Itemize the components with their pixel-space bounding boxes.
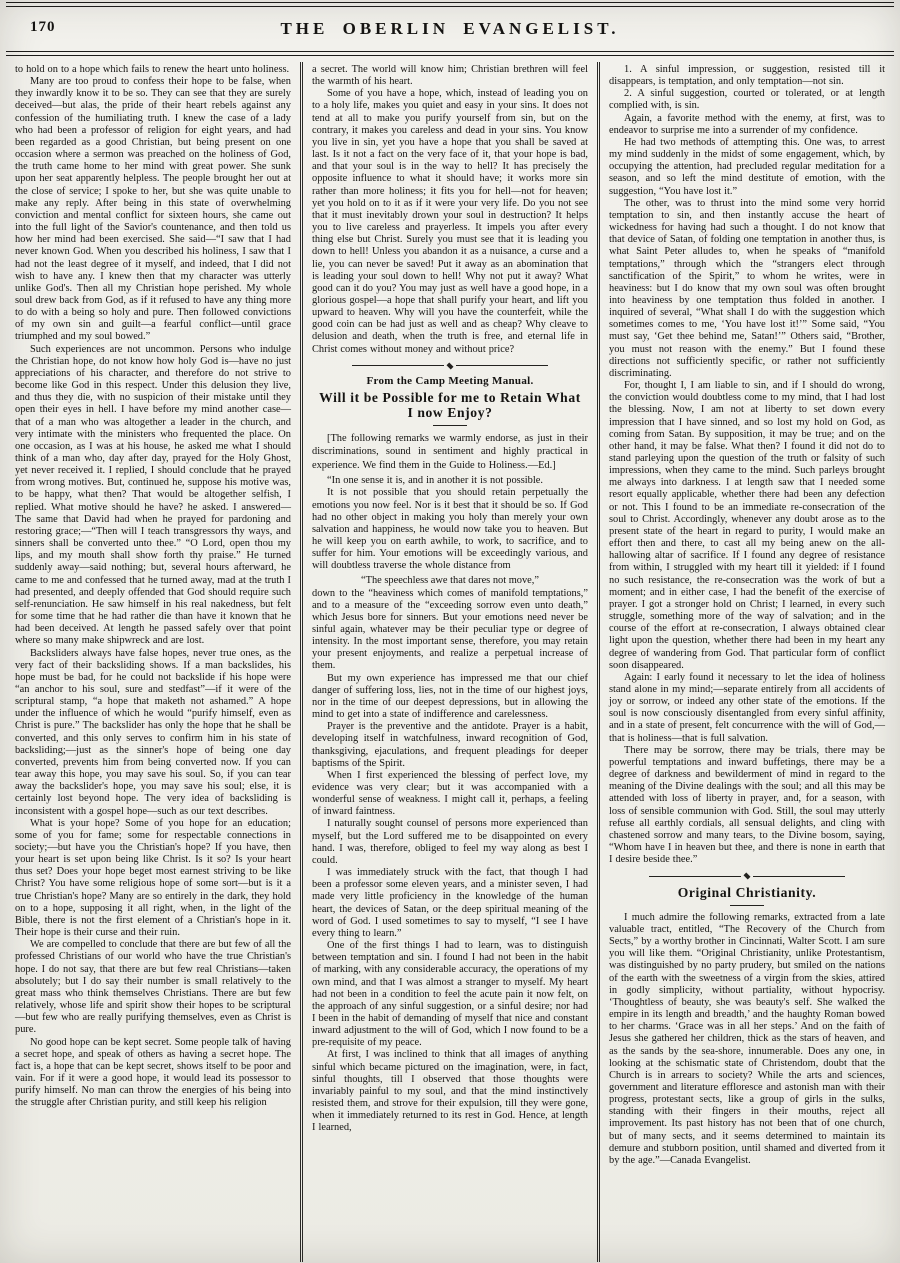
paragraph: I naturally sought counsel of persons more experienced than myself, but the Lord suffered me to be disappointed on every hand. I was, therefore, obliged to feel my way along as best I could. <box>312 818 588 866</box>
paragraph: When I first experienced the blessing of perfect love, my evidence was very clear; but it was accompanied with a wonderful sense of weakness. I might call it, perhaps, a feeling of inward faintness. <box>312 769 588 818</box>
col3-continuation <box>609 64 885 866</box>
paragraph: Again, a favorite method with the enemy, at first, was to endeavor to surprise me into a surrender of my confidence. <box>609 112 885 136</box>
paragraph: There may be sorrow, there may be trials, there may be powerful temptations and inward buffetings, there may be a degree of darkness and bewilderment of mind in regard to the meaning of the Divine dealings with the soul; and all this may be attended with loss of liberty in prayer, and, for a season, with loss of sensible communion with God. Still, the soul may utterly refuse all earthly cordials, all sensual delights, and cling with chastened sorrow and many tears, to the Divine bosom, saying, “Whom have I in heaven but thee, and there is none in earth that I desire beside thee.” <box>609 744 885 866</box>
verse-quote-line: “The speechless awe that dares not move,” <box>360 574 539 586</box>
paragraph: At first, I was inclined to think that all images of anything sinful which became pictured on the imagination, were, in fact, sinful thoughts, till I observed that those thoughts were invariably painful to my soul, and that the mind instinctively resisted them, and strove for their expulsion, till they were gone, when it immediately returned to its rest in God. Hence, at length I learned, <box>312 1049 588 1134</box>
paragraph: I was immediately struck with the fact, that though I had been a professor some eleven years, and a minister seven, I had made very little proficiency in the knowledge of the human heart, the devices of Satan, or the deep spiritual meaning of the word of God. I used sometimes to say to myself, “I see I have every thing to learn.” <box>312 867 588 939</box>
paragraph: 1. A sinful impression, or suggestion, resisted till it disappears, is temptation, and only temptation—not sin. <box>609 64 885 88</box>
page-number: 170 <box>30 19 56 35</box>
article-title-camp-meeting: Will it be Possible for me to Retain What I now Enjoy? <box>319 389 581 421</box>
divider-line <box>649 876 741 877</box>
paragraph: It is not possible that you should retain perpetually the emotions you now feel. Nor is it best that it should be so. If God had no other object in making you holy than merely your own salvation and happiness, he would now take you to heaven. But he will keep you on earth awhile, to work, to sacrifice, and to suffer for him. Your emotions will be exceedingly various, and will doubtless traverse the whole distance from <box>312 487 588 572</box>
paragraph: I much admire the following remarks, extracted from a late valuable tract, entitled, “The Recovery of the Church from Sects,” by a worthy brother in Cincinnati, Walter Scott. I am sure you will like them. “Original Christianity, unlike Protestantism, was distinguished by no party prudery, but smiled on the nations of the earth with the sweetness of a virgin from the skies, attired in godly simplicity, without partiality, without hypocrisy. ‘Thoughtless of beauty, she was beauty's self. She walked the empire in its length and breadth,’ and the haughty Roman bowed to her charms. ‘Grace was in all her steps.’ And on the faith of Jesus she gathered her children, thick as the stars of heaven, and as the sands by the sea-shore, innumerable. Does any one, in looking at the schismatic state of Christendom, doubt that the Church is in arrears to society? While the arts and sciences, government and literature effloresce and astonish man with their progress, protestant sects, like a group of girls in the sulks, standing with their fingers in their mouths, reject all improvement. Its past history has not been that of one church, but of many sects, and it seems determined to maintain its demure and stubborn position, until shamed and diverted from it by the age.”—Canada Evangelist. <box>609 911 885 1166</box>
paragraph: For, thought I, I am liable to sin, and if I should do wrong, the conviction would doubtless come to my mind, that I had lost the blessing. Now, I am not at liberty to set down every impression that I have sinned, and so lost my hold on God, as coming from Satan. By supposition, it may be true; and on the other hand, it may be false. What then? I found it did not do to stand parleying upon the question of the truth or falsity of such impressions, when they came to the mind. Such parleys brought me always into darkness. I at length saw that I needed some resort equally applicable, whether there had been any defection or not. This I found to be an immediate re-consecration of the soul to Christ. Accordingly, whenever any doubt arose as to the present state of the heart in regard to purity, I would make an effort then and there, to cast all my being anew on the all-hallowing altar of sacrifice. If I found any degree of resistance from within, I struggled with my heart till it yielded: if I found no such resistance, the re-consecration was the work of but a moment; and in either case, I had the benefit of the exercise of prayer. I got a stronger hold on Christ; I learned, in every such struggle, something more of the way of salvation; and in the course of the effort at re-consecration, I always obtained clear light upon the question, whether there had been in my heart any degree of wandering from God. That particular form of conflict soon disappeared. <box>609 380 885 671</box>
col2-body2 <box>312 588 588 1135</box>
column-layout <box>0 60 900 1262</box>
editor-note <box>312 432 588 473</box>
paragraph: [The following remarks we warmly endorse, as just in their discriminations, sound in sentiment and highly practical in experience. We find them in the Guide to Holiness.—Ed.] <box>312 432 588 471</box>
header-rule <box>6 51 894 56</box>
divider-diamond-icon <box>446 362 453 369</box>
title-rule <box>433 425 467 426</box>
paragraph: Again: I early found it necessary to let the idea of holiness stand alone in my mind;—separate entirely from all accidents of joy or sorrow, or indeed any other state of the emotions. If the soul is now consciously disentangled from every sinful affinity, and in a state of present, felt concurrence with the will of God,—that is holiness—that is full salvation. <box>609 671 885 744</box>
paragraph: The other, was to thrust into the mind some very horrid temptation to sin, and then instantly accuse the heart of wickedness for having had such a thought. I do not know that that device of Satan, of folding one temptation in another thus, is what Saint Peter alludes to, when he speaks of “manifold temptations,” through which the “strangers elect through sanctification of the Spirit,” to whom he writes, were in heaviness: but I do know that my own soul was often brought into heaviness by one temptation thus folded in another. I inquired of several, “What shall I do with the suggestion which sometimes comes to me, ‘You have lost it!’” Some said, “You must say, ‘Get thee behind me, Satan!’” Others said, “Brother, you must not reason with the enemy.” But I found these directions not sufficiently specific, or rather not sufficiently discriminating. <box>609 197 885 379</box>
article-title-original-christianity: Original Christianity. <box>677 885 817 901</box>
paragraph: 2. A sinful suggestion, courted or tolerated, or at length complied with, is sin. <box>609 88 885 112</box>
column-2 <box>300 62 597 1262</box>
paragraph: No good hope can be kept secret. Some people talk of having a secret hope, and speak of others as having a secret hope. The fact is, a hope that can be kept secret, shows itself to be poor and vain. For if it were a good hope, it would lead its possessor to purify himself. No man can throw the energies of his being into the struggle after Christian purity, and still keep his religion <box>15 1036 291 1109</box>
paragraph: Many are too proud to confess their hope to be false, when they inwardly know it to be so. They can see that they are surely deceived—but alas, the pride of their heart rebels against any confession of the humiliating truth. I knew the case of a lady who had been a professor of religion for eight years, and had been regarded as a good Christian, but being present on one occasion where a sermon was preached on the holiness of God, the truth came home to her mind with great power. She sunk upon her seat apparently helpless. The people brought her out at the close of service; I spoke to her, but she was quite unable to make any reply. After being in this state of overwhelming conviction and mental conflict for sixteen hours, she came out into the full light of the Savior's countenance, and then told us how her mind had been exercised. She said—“I saw that I had never known God. When you described his holiness, I saw that I had not the least degree of it myself, and indeed, that I did not wish to have any. I knew then that my character was utterly unlike God's. Then all my Christian hope perished. My whole soul drew back from God, as if it refused to have any thing more to do with a being so holy and pure. Then followed convictions of my own sin and guilt—a fearful conflict—until grace triumphed and my soul bowed.” <box>15 76 291 343</box>
page-header <box>0 7 900 51</box>
paragraph: Prayer is the preventive and the antidote. Prayer is a habit, developing itself in watchfulness, inward recognition of God, thanksgiving, ejaculations, and frequent pleadings for deeper baptisms of the Spirit. <box>312 721 588 769</box>
paragraph: Backsliders always have false hopes, never true ones, as the very fact of their backsliding shows. If a man backslides, his hope must be bad, for he could not backslide if his hope were “an anchor to his soul, sure and stedfast”—if it were of the scriptural stamp, “a hope that maketh not ashamed.” A hope under the influence of which he would “purify himself, even as Christ is pure.” The backslider has only the hope that he shall be converted, and this only serves to confirm him in his state of backsliding;—just as the sinner's hope of being one day converted, prevents him from being converted now. If you can tear away this hope, you may save his soul. So, if you can tear away the backslider's hope, you may save his soul; else, it is certainly lost beyond hope. The very idea of backsliding is inconsistent with a gospel hope—such as our text describes. <box>15 647 291 817</box>
paragraph: He had two methods of attempting this. One was, to arrest my mind suddenly in the midst of some engagement, which, by occupying the attention, had precluded regular meditation for a season, and so left the mind destitute of emotion, with the suggestion, “You have lost it.” <box>609 136 885 197</box>
paragraph: “In one sense it is, and in another it is not possible. <box>327 475 543 487</box>
paragraph: Some of you have a hope, which, instead of leading you on to a holy life, makes you quiet and easy in your sins. It does not tend at all to make you purify yourself from sin, but on the contrary, it makes you careless and dead in your sins. You know you live in sin, yet you have a hope that you shall be saved at last. Is it not a fact on the very face of it, that your hope is bad, and that your soul is in the way to hell? It has precisely the opposite influence to what it should have; it works more sin rather than more holiness; it fits you for hell—not for heaven; yet you hold on to it as if it were your very life. Do you not see that it must inevitably drown your soul in destruction? It helps you to live careless and prayerless. It impels you after every thing else but Christ. Surely you must see that it is leading you down to hell! Unless you abandon it as a nuisance, a curse and a lie, you can never be saved! Put it away as an abomination that is leading your soul down to hell! Why not put it away? What good can it do you? You may just as well have a good hope, in a glorious gospel—a hope that shall purify your heart, and lift you upward to heaven. Why will you have the counterfeit, while the good coin can be had just as well and as cheap? Why cleave to delusion and death, when the truth is free, and eternal life in Christ comes without money and without price? <box>312 88 588 355</box>
divider-diamond-icon <box>743 873 750 880</box>
paragraph: We are compelled to conclude that there are but few of all the professed Christians of our world who have the true Christian's hope. I do not say, that there are but few real Christians—taken absolutely; but I do say their number is small relatively to the great mass who think themselves Christians. There are but few relatively, whose life and spirit show their hopes to be scriptural—but few who are really purifying themselves, even as Christ is pure. <box>15 939 291 1036</box>
masthead-title: THE OBERLIN EVANGELIST. <box>280 19 620 38</box>
section-divider <box>352 363 548 369</box>
col1-paragraphs <box>15 64 291 1109</box>
section-divider <box>649 873 845 879</box>
col2-continuation <box>312 64 588 356</box>
paragraph: to hold on to a hope which fails to renew the heart unto holiness. <box>15 64 290 75</box>
divider-line <box>456 365 548 366</box>
paragraph: But my own experience has impressed me that our chief danger of suffering loss, lies, not in the time of our highest joys, nor in the time of our deepest depressions, but in allowing the mind to get into a state of indifference and carelessness. <box>312 672 588 721</box>
paragraph: down to the “heaviness which comes of manifold temptations,” and to a measure of the “exceeding sorrow even unto death,” which Jesus bore for sinners. But your emotions need never be sinful again, whatever may be their peculiar type or degree of intensity. In the most important sense, therefore, you may retain your present enjoyments, and realize a perpetual increase of them. <box>312 587 588 672</box>
col2-body1 <box>312 475 588 572</box>
paragraph: What is your hope? Some of you hope for an education; some of you for fame; some for respectable connections in society;—but have you the Christian's hope? If you have, then your heart is set upon being like Christ. Is it so? Is your heart thus set? Does your hope beget most earnest striving to be like Christ? You have some religious hope of some sort—but is it a true Christian's hope? Many are so entirely in the dark, they hold on to a hope, supposing it all right, when, in the light of the Bible, there is not the first element of a Christian's hope in it. Their hope is their curse and their ruin. <box>15 817 291 939</box>
divider-line <box>352 365 444 366</box>
paragraph: Such experiences are not uncommon. Persons who indulge the Christian hope, do not know how holy God is—have no just appreciations of his character, and therefore do not strive to become like God in this respect. Under this delusion they live, and thus they die, with no suspicion of their mistake until they open their eyes in hell. I have before my mind another case—that of a man who was altogether a leader in the church, and very intimate with the ministers who frequented the place. On one occasion, as I was at his house, he asked me what I should think of a man who, day after day, prayed for the Holy Ghost, yet never received it. I replied, I should conclude that he prayed from wrong motives. But, continued he, suppose his motive was, to be happy, what then? That would be altogether selfish, I replied. What motive should he have? he asked. I answered—The same that David had when he prayed for pardoning and restoring grace;—“Then will I teach transgressors thy ways, and sinners shall be converted unto thee.” “O Lord, open thou my lips, and my mouth shall show forth thy praise.” He turned suddenly away—said nothing; but, several hours afterward, he came to me and confessed that he turned away, mad at the truth I had presented, and deeply offended that God should require such self-renunciation. He saw himself in his real nakedness, but felt for some time that he had rather die than have it known that he had been deceived. At length he passed safely over that point where so many make shipwreck and are lost. <box>15 343 291 647</box>
section-source: From the Camp Meeting Manual. <box>366 374 534 387</box>
title-rule <box>730 905 764 906</box>
column-3 <box>597 62 894 1262</box>
paragraph: a secret. The world will know him; Christian brethren will feel the warmth of his heart. <box>312 64 588 88</box>
column-1 <box>6 62 300 1262</box>
paragraph: One of the first things I had to learn, was to distinguish between temptation and sin. I found I had not been in the habit of marking, with any considerable accuracy, the operations of my own mind, and that I was almost a stranger to myself. My heart had not been in a condition to feel the acute pain it now felt, on the approach of any sinful suggestion, or a sinful desire; nor had I been in the habit of demanding of myself that nice and constant inward adjustment to the will of God, which I now found to be a pre-requisite of my peace. <box>312 940 588 1049</box>
col3-article-body <box>609 912 885 1167</box>
divider-line <box>753 876 845 877</box>
